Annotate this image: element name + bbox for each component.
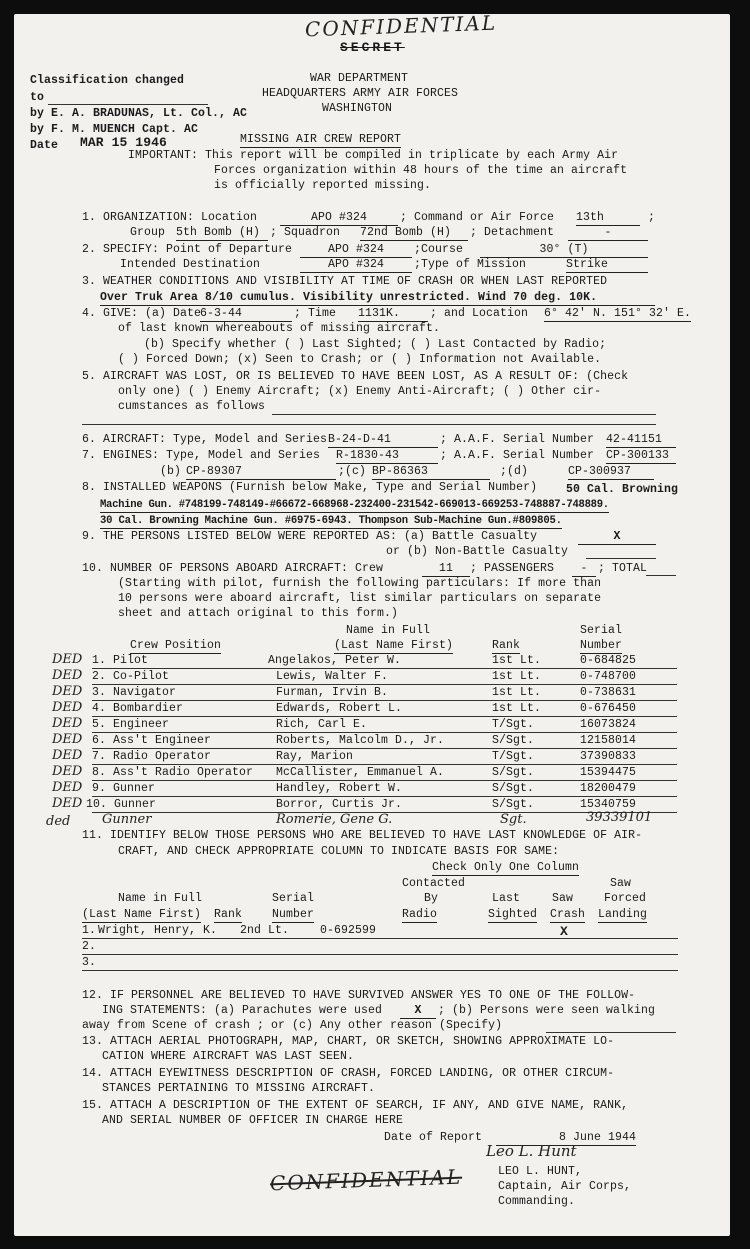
crew-header-rank: Rank <box>492 639 521 652</box>
confidential-stamp-bottom: CONFIDENTIAL <box>269 1164 463 1196</box>
s11-check-only: Check Only One Column <box>432 861 580 874</box>
classification-line-4: by F. M. MUENCH Capt. AC <box>30 123 199 136</box>
s4-line-3: (b) Specify whether ( ) Last Sighted; ( ) Last Contacted by Radio; <box>144 338 607 351</box>
s9-line-1: 9. THE PERSONS LISTED BELOW WERE REPORTED AS: (a) Battle Casualty <box>82 530 538 543</box>
crew-rank: 1st Lt. <box>492 686 542 699</box>
crew-position: 1. Pilot <box>92 654 149 667</box>
s11-r1-serial: 0-692599 <box>320 924 377 937</box>
classification-line-3: by E. A. BRADUNAS, Lt. Col., AC <box>30 107 248 120</box>
crew-position: 9. Gunner <box>92 782 156 795</box>
s7-engine-a: CP-300133 <box>606 450 676 464</box>
important-line-3: is officially reported missing. <box>214 179 432 192</box>
s11-row-line <box>82 938 678 939</box>
s11-r2-num: 2. <box>82 940 97 953</box>
crew-name: Ray, Marion <box>276 750 354 763</box>
s1-detachment: - <box>568 227 648 241</box>
s11-h-forced-2: Forced <box>604 892 647 905</box>
crew-name: Furman, Irvin B. <box>276 686 389 699</box>
crew-position: 7. Radio Operator <box>92 750 212 763</box>
header-city: WASHINGTON <box>322 102 393 115</box>
s1-group-label: Group <box>130 226 166 239</box>
crew-header-position: Crew Position <box>130 639 222 652</box>
s7-type: R-1830-43 <box>336 450 438 464</box>
crew-serial-handwritten: 39339101 <box>586 810 653 825</box>
s4-location-label: ; and Location <box>430 307 529 320</box>
crew-name: Roberts, Malcolm D., Jr. <box>276 734 445 747</box>
crew-name: Edwards, Robert L. <box>276 702 403 715</box>
crew-rank: 1st Lt. <box>492 702 542 715</box>
s10-line-3: 10 persons were aboard aircraft, list similar particulars on separate <box>118 592 602 605</box>
crew-rank: T/Sgt. <box>492 718 535 731</box>
crew-name: Borror, Curtis Jr. <box>276 798 403 811</box>
s4-date: 6-3-44 <box>200 308 292 322</box>
officer-title-2: Commanding. <box>498 1195 576 1208</box>
classification-line-1: Classification changed <box>30 74 185 87</box>
s2-departure: APO #324 <box>300 244 412 258</box>
report-date-label: Date of Report <box>384 1131 483 1144</box>
crew-status: DED <box>52 764 83 779</box>
s1-group: 5th Bomb (H) <box>176 227 268 241</box>
crew-serial: 0-676450 <box>580 702 637 715</box>
s6-type: B-24-D-41 <box>328 434 438 448</box>
s11-h-saw-1: Saw <box>552 892 574 905</box>
crew-serial: 15394475 <box>580 766 637 779</box>
s3-label: 3. WEATHER CONDITIONS AND VISIBILITY AT TIME OF CRASH OR WHEN LAST REPORTED <box>82 275 608 288</box>
s10-passengers: - <box>572 563 596 577</box>
s12-specify-line <box>546 1032 676 1033</box>
s5-line-2: only one) ( ) Enemy Aircraft; (x) Enemy Anti-Aircraft; ( ) Other cir- <box>118 385 602 398</box>
crew-serial: 12158014 <box>580 734 637 747</box>
s13-line-2: CATION WHERE AIRCRAFT WAS LAST SEEN. <box>102 1050 355 1063</box>
officer-title-1: Captain, Air Corps, <box>498 1180 632 1193</box>
officer-name: LEO L. HUNT, <box>498 1165 583 1178</box>
s7-d-label: ;(d) <box>500 465 529 478</box>
s8-weapons-3: 30 Cal. Browning Machine Gun. #6975-6943. Thompson Sub-Machine Gun.#809805. <box>100 515 562 527</box>
s13-line-1: 13. ATTACH AERIAL PHOTOGRAPH, MAP, CHART, OR SKETCH, SHOWING APPROXIMATE LO- <box>82 1035 615 1048</box>
crew-rank: S/Sgt. <box>492 766 535 779</box>
s11-row-line <box>82 954 678 955</box>
s15-line-1: 15. ATTACH A DESCRIPTION OF THE EXTENT OF SEARCH, IF ANY, AND GIVE NAME, RANK, <box>82 1099 629 1112</box>
s11-h-forced-3: Landing <box>598 908 648 921</box>
s7-c-label: ;(c) <box>338 465 367 478</box>
header-department: WAR DEPARTMENT <box>310 72 409 85</box>
s11-h-serial-2: Number <box>272 908 315 921</box>
s10-total-label: ; TOTAL <box>598 562 648 575</box>
crew-header-serial-1: Serial <box>580 624 623 637</box>
s5-line-1: 5. AIRCRAFT WAS LOST, OR IS BELIEVED TO HAVE BEEN LOST, AS A RESULT OF: (Check <box>82 370 629 383</box>
crew-row-line <box>92 700 677 701</box>
crew-rank: 1st Lt. <box>492 654 542 667</box>
crew-status-handwritten: ded <box>46 814 71 829</box>
crew-status: DED <box>52 668 83 683</box>
s1-semicolon: ; <box>648 211 656 224</box>
crew-header-name-2: (Last Name First) <box>334 639 454 652</box>
crew-status: DED <box>52 700 83 715</box>
s1-detachment-label: ; Detachment <box>470 226 555 239</box>
crew-rank: 1st Lt. <box>492 670 542 683</box>
confidential-stamp-top: CONFIDENTIAL <box>304 10 498 42</box>
s14-line-1: 14. ATTACH EYEWITNESS DESCRIPTION OF CRASH, FORCED LANDING, OR OTHER CIRCUM- <box>82 1067 615 1080</box>
s2-course-label: ;Course <box>414 243 464 256</box>
s10-label: 10. NUMBER OF PERSONS ABOARD AIRCRAFT: Crew <box>82 562 384 575</box>
s12-line-2b: ; (b) Persons were seen walking <box>438 1004 656 1017</box>
s2-mission-label: ;Type of Mission <box>414 258 527 271</box>
s1-squadron-label: ; Squadron <box>270 226 341 239</box>
crew-row-line <box>92 668 677 669</box>
s11-line-2: CRAFT, AND CHECK APPROPRIATE COLUMN TO INDICATE BASIS FOR SAME: <box>118 845 560 858</box>
crew-status: DED <box>52 796 83 811</box>
s10-line-4: sheet and attach original to this form.) <box>118 607 399 620</box>
report-title: MISSING AIR CREW REPORT <box>240 133 402 146</box>
crew-row-line <box>92 732 677 733</box>
crew-status: DED <box>52 780 83 795</box>
s1-label: 1. ORGANIZATION: Location <box>82 211 258 224</box>
s8-label: 8. INSTALLED WEAPONS (Furnish below Make, Type and Serial Number) <box>82 481 538 494</box>
s6-serial-label: ; A.A.F. Serial Number <box>440 433 595 446</box>
crew-header-name-1: Name in Full <box>346 624 431 637</box>
s2-course: 30° (T) <box>480 244 648 258</box>
classification-to-line <box>48 104 208 105</box>
crew-serial: 0-738631 <box>580 686 637 699</box>
s10-line-2: (Starting with pilot, furnish the following particulars: If more than <box>118 577 602 590</box>
crew-name: Angelakos, Peter W. <box>268 654 402 667</box>
s5-other-line-2 <box>82 424 656 425</box>
s11-h-saw-2: Crash <box>550 908 586 921</box>
crew-row-line <box>92 796 677 797</box>
s11-h-contacted-3: Radio <box>402 908 438 921</box>
s12-line-2a: ING STATEMENTS: (a) Parachutes were used <box>102 1004 383 1017</box>
s8-weapons-1: 50 Cal. Browning <box>566 483 679 496</box>
crew-position: 10. Gunner <box>86 798 157 811</box>
s11-h-rank: Rank <box>214 908 243 921</box>
s8-weapons-2: Machine Gun. #748199-748149-#66672-668968-232400-231542-669013-669253-748887-748889. <box>100 499 609 511</box>
s11-h-forced-1: Saw <box>610 877 632 890</box>
crew-rank-handwritten: Sgt. <box>500 812 527 827</box>
crew-row-line <box>92 716 677 717</box>
secret-struck-stamp: SECRET <box>340 40 405 55</box>
report-date: 8 June 1944 <box>496 1132 636 1146</box>
s7-engine-c: BP-86363 <box>372 466 490 480</box>
officer-signature: Leo L. Hunt <box>486 1142 577 1160</box>
s11-h-contacted-2: By <box>424 892 439 905</box>
s1-command-label: ; Command or Air Force <box>400 211 555 224</box>
s12-line-3: away from Scene of crash ; or (c) Any other reason (Specify) <box>82 1019 503 1032</box>
crew-row-line <box>92 748 677 749</box>
s9-line-2: or (b) Non-Battle Casualty <box>386 545 569 558</box>
crew-rank: T/Sgt. <box>492 750 535 763</box>
crew-position: 2. Co-Pilot <box>92 670 170 683</box>
s4-time: 1131K. <box>358 308 428 322</box>
classification-date-label: Date <box>30 139 59 152</box>
crew-serial: 16073824 <box>580 718 637 731</box>
crew-name: McCallister, Emmanuel A. <box>276 766 445 779</box>
crew-serial: 0-684825 <box>580 654 637 667</box>
crew-serial: 0-748700 <box>580 670 637 683</box>
s3-weather-value: Over Truk Area 8/10 cumulus. Visibility unrestricted. Wind 70 deg. 10K. <box>100 292 655 306</box>
s11-r1-name: Wright, Henry, K. <box>98 924 218 937</box>
crew-name-handwritten: Romerie, Gene G. <box>276 812 393 827</box>
crew-status: DED <box>52 732 83 747</box>
s9-battle-mark: X <box>578 531 656 545</box>
s10-crew-count: 11 <box>422 563 470 577</box>
s4-label: 4. GIVE: (a) Date <box>82 307 202 320</box>
crew-serial: 15340759 <box>580 798 637 811</box>
crew-header-serial-2: Number <box>580 639 623 652</box>
s4-location: 6° 42' N. 151° 32' E. <box>544 307 692 320</box>
s11-line-1: 11. IDENTIFY BELOW THOSE PERSONS WHO ARE BELIEVED TO HAVE LAST KNOWLEDGE OF AIR- <box>82 829 643 842</box>
s11-r3-num: 3. <box>82 956 97 969</box>
s12-parachutes-mark: X <box>400 1005 436 1019</box>
crew-position: 3. Navigator <box>92 686 177 699</box>
s4-line-4: ( ) Forced Down; (x) Seen to Crash; or ( ) Information not Available. <box>118 353 602 366</box>
crew-serial: 18200479 <box>580 782 637 795</box>
s5-line-3: cumstances as follows <box>118 400 266 413</box>
s11-row-line <box>82 970 678 971</box>
s7-engine-d: CP-300937 <box>568 466 654 480</box>
s7-serial-label: ; A.A.F. Serial Number <box>440 449 595 462</box>
crew-status: DED <box>52 748 83 763</box>
crew-position: 8. Ass't Radio Operator <box>92 766 254 779</box>
classification-line-2: to <box>30 91 45 104</box>
header-hq: HEADQUARTERS ARMY AIR FORCES <box>262 87 459 100</box>
s6-label: 6. AIRCRAFT: Type, Model and Series <box>82 433 328 446</box>
important-line-1: IMPORTANT: This report will be compiled in triplicate by each Army Air <box>128 149 619 162</box>
s11-h-contacted-1: Contacted <box>402 877 466 890</box>
s15-line-2: AND SERIAL NUMBER OF OFFICER IN CHARGE HERE <box>102 1114 404 1127</box>
s2-label: 2. SPECIFY: Point of Departure <box>82 243 293 256</box>
s11-h-name-2: (Last Name First) <box>82 908 202 921</box>
s7-engine-b: CP-89307 <box>186 466 336 480</box>
s1-squadron: 72nd Bomb (H) <box>360 227 468 241</box>
s11-h-name-1: Name in Full <box>118 892 203 905</box>
s2-destination: APO #324 <box>300 259 412 273</box>
crew-row-line <box>92 684 677 685</box>
s11-r1-num: 1. <box>82 924 97 937</box>
s11-r1-rank: 2nd Lt. <box>240 924 290 937</box>
s1-air-force: 13th <box>576 212 640 226</box>
crew-status: DED <box>52 684 83 699</box>
s10-passengers-label: ; PASSENGERS <box>470 562 555 575</box>
crew-serial: 37390833 <box>580 750 637 763</box>
s11-r1-saw-crash-mark: X <box>560 924 568 939</box>
s4-line-2: of last known whereabouts of missing aircraft. <box>118 322 441 335</box>
s14-line-2: STANCES PERTAINING TO MISSING AIRCRAFT. <box>102 1082 376 1095</box>
s6-serial: 42-41151 <box>606 434 676 448</box>
crew-rank: S/Sgt. <box>492 798 535 811</box>
crew-rank: S/Sgt. <box>492 782 535 795</box>
crew-name: Handley, Robert W. <box>276 782 403 795</box>
s12-line-1: 12. IF PERSONNEL ARE BELIEVED TO HAVE SURVIVED ANSWER YES TO ONE OF THE FOLLOW- <box>82 989 636 1002</box>
s2-destination-label: Intended Destination <box>120 258 261 271</box>
crew-position: 6. Ass't Engineer <box>92 734 212 747</box>
s10-total-line <box>646 575 676 576</box>
crew-name: Rich, Carl E. <box>276 718 368 731</box>
crew-row-line <box>92 764 677 765</box>
s7-b-label: (b) <box>160 465 182 478</box>
important-line-2: Forces organization within 48 hours of the time an aircraft <box>214 164 628 177</box>
s11-h-serial-1: Serial <box>272 892 315 905</box>
crew-name: Lewis, Walter F. <box>276 670 389 683</box>
s7-label: 7. ENGINES: Type, Model and Series <box>82 449 321 462</box>
s4-time-label: ; Time <box>294 307 337 320</box>
s2-mission: Strike <box>566 259 648 273</box>
classification-date-stamp: MAR 15 1946 <box>80 135 167 150</box>
crew-rank: S/Sgt. <box>492 734 535 747</box>
s9-nonbattle-line <box>586 558 656 559</box>
s1-location: APO #324 <box>280 212 398 226</box>
s5-other-line-1 <box>272 414 656 415</box>
s11-h-last-1: Last <box>492 892 521 905</box>
crew-status: DED <box>52 652 83 667</box>
crew-status: DED <box>52 716 83 731</box>
s11-h-last-2: Sighted <box>488 908 538 921</box>
crew-row-line <box>92 780 677 781</box>
crew-position: 5. Engineer <box>92 718 170 731</box>
crew-position: 4. Bombardier <box>92 702 184 715</box>
crew-position-handwritten: Gunner <box>102 812 152 827</box>
